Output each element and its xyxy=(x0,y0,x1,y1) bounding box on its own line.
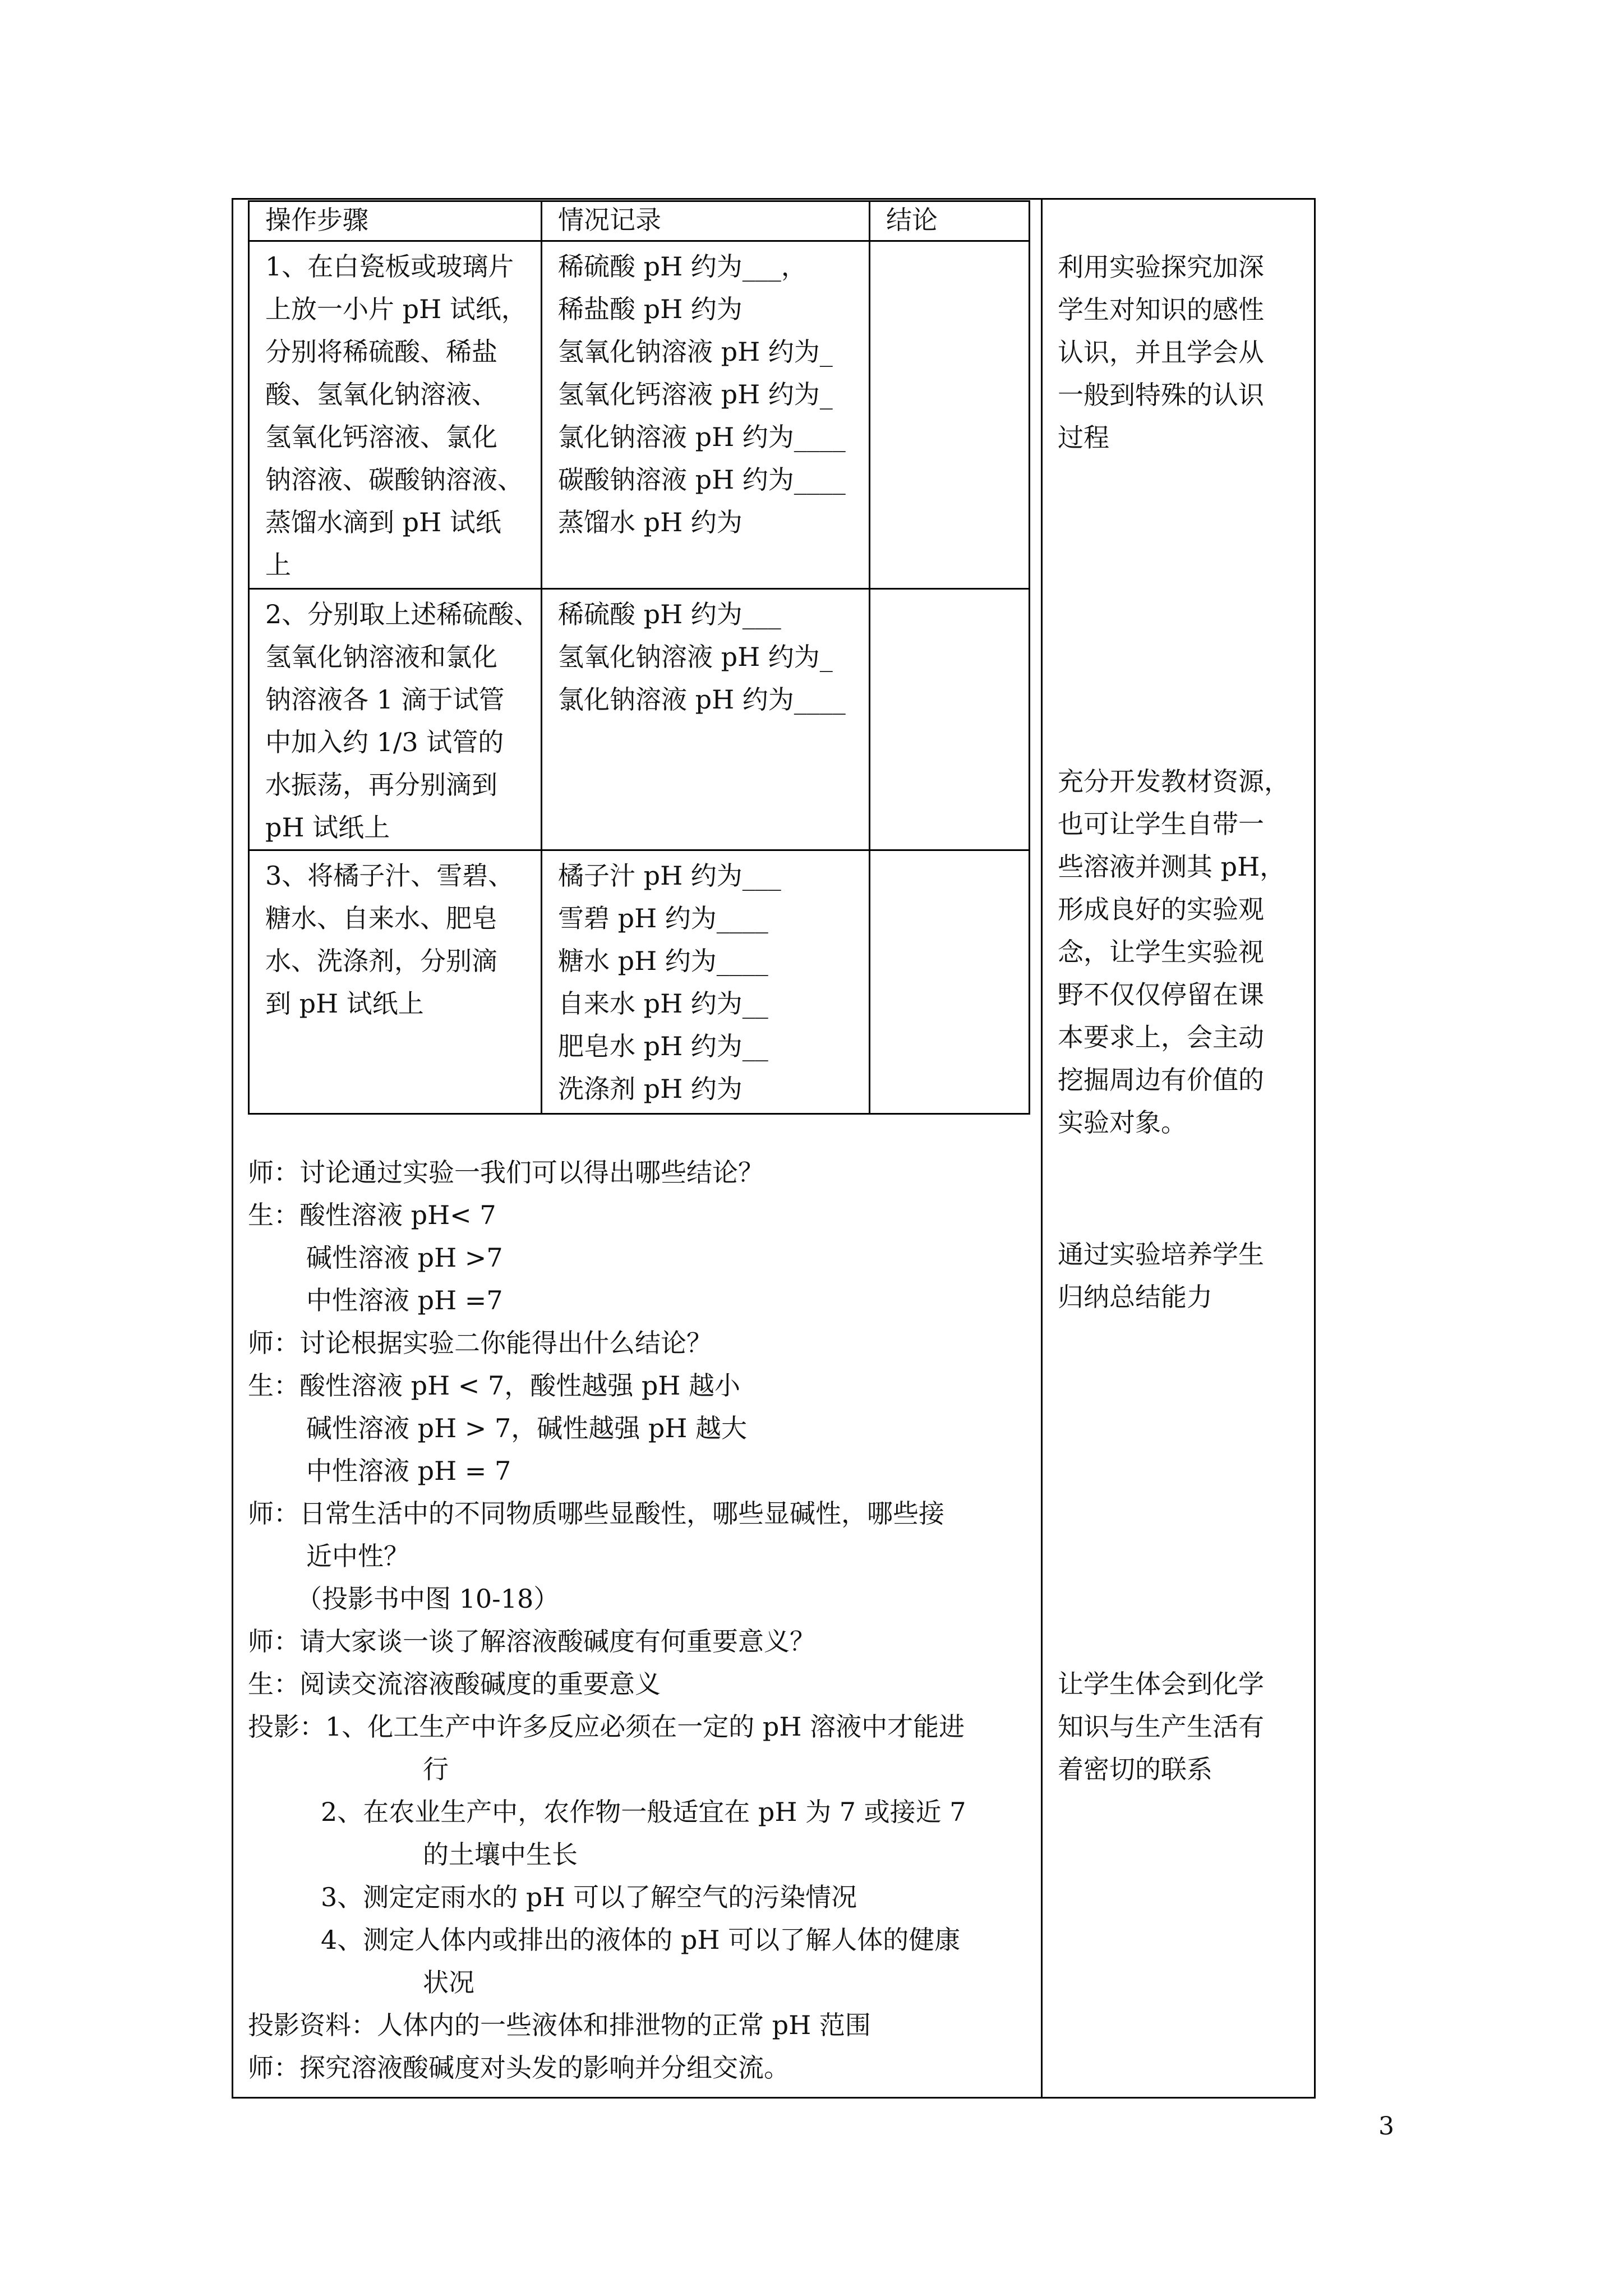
step-line: 3、将橘子汁、雪碧、 xyxy=(265,861,514,891)
record-line: 稀盐酸 pH 约为 xyxy=(558,294,743,324)
note-line: 一般到特殊的认识 xyxy=(1058,380,1264,410)
note-line: 野不仅仅停留在课 xyxy=(1058,979,1264,1010)
record-cell xyxy=(542,850,870,1114)
note-line: 学生对知识的感性 xyxy=(1058,295,1264,325)
header-steps: 操作步骤 xyxy=(249,201,542,241)
note-line: 念，让学生实验视 xyxy=(1058,937,1264,967)
note-line: 归纳总结能力 xyxy=(1058,1282,1212,1312)
step-line: pH 试纸上 xyxy=(265,812,390,843)
note-line: 挖掘周边有价值的 xyxy=(1058,1065,1264,1095)
dialogue-line: 碱性溶液 pH > 7，碱性越强 pH 越大 xyxy=(306,1413,748,1443)
dialogue-line: 师：讨论通过实验一我们可以得出哪些结论？ xyxy=(248,1157,764,1188)
dialogue-line: 师：讨论根据实验二你能得出什么结论？ xyxy=(248,1328,712,1358)
step-cell xyxy=(249,241,542,589)
record-line: 氯化钠溶液 pH 约为____ xyxy=(558,684,846,715)
step-line: 上放一小片 pH 试纸， xyxy=(265,294,527,324)
step-line: 到 pH 试纸上 xyxy=(265,988,424,1019)
note-line: 些溶液并测其 pH， xyxy=(1058,852,1286,882)
note-line: 实验对象。 xyxy=(1058,1107,1187,1138)
record-cell xyxy=(542,241,870,589)
note-line: 知识与生产生活有 xyxy=(1058,1711,1264,1742)
note-line: 形成良好的实验观 xyxy=(1058,894,1264,924)
step-line: 上 xyxy=(265,550,291,580)
step-line: 钠溶液各 1 滴于试管 xyxy=(265,684,505,715)
dialogue-line: 中性溶液 pH =7 xyxy=(306,1285,503,1315)
record-line: 肥皂水 pH 约为__ xyxy=(558,1031,768,1061)
dialogue-line: 近中性？ xyxy=(306,1541,409,1571)
dialogue-line: 投影资料：人体内的一些液体和排泄物的正常 pH 范围 xyxy=(248,2010,871,2040)
step-cell xyxy=(249,589,542,850)
record-line: 自来水 pH 约为__ xyxy=(558,988,768,1019)
step-line: 中加入约 1/3 试管的 xyxy=(265,727,504,757)
dialogue-line: 2、在农业生产中，农作物一般适宜在 pH 为 7 或接近 7 xyxy=(321,1797,966,1827)
record-line: 洗涤剂 pH 约为 xyxy=(558,1074,743,1104)
dialogue-line: 碱性溶液 pH >7 xyxy=(306,1243,503,1273)
dialogue-line: 状况 xyxy=(423,1967,474,1998)
dialogue-line: 生：酸性溶液 pH< 7 xyxy=(248,1200,496,1230)
header-record: 情况记录 xyxy=(542,201,870,241)
record-line: 氯化钠溶液 pH 约为____ xyxy=(558,422,846,452)
table-row xyxy=(249,589,1030,850)
dialogue-line: （投影书中图 10-18） xyxy=(296,1584,560,1614)
design-note xyxy=(1058,1233,1304,1318)
step-line: 氢氧化钠溶液和氯化 xyxy=(265,642,497,672)
note-line: 也可让学生自带一 xyxy=(1058,809,1264,839)
note-line: 认识，并且学会从 xyxy=(1058,337,1264,367)
design-note xyxy=(1058,760,1304,1144)
record-line: 碳酸钠溶液 pH 约为____ xyxy=(558,464,846,495)
experiment-table xyxy=(248,200,1030,1115)
conclusion-cell xyxy=(870,241,1030,589)
table-row xyxy=(249,241,1030,589)
record-cell xyxy=(542,589,870,850)
dialogue-line: 的土壤中生长 xyxy=(423,1839,578,1870)
page-number: 3 xyxy=(1378,2112,1394,2141)
step-line: 糖水、自来水、肥皂 xyxy=(265,903,497,933)
step-cell xyxy=(249,850,542,1114)
table-row xyxy=(249,850,1030,1114)
conclusion-cell xyxy=(870,589,1030,850)
table-header-row xyxy=(249,201,1030,241)
dialogue-line: 生：酸性溶液 pH < 7，酸性越强 pH 越小 xyxy=(248,1370,741,1401)
dialogue-line: 师：请大家谈一谈了解溶液酸碱度有何重要意义？ xyxy=(248,1626,815,1657)
note-line: 利用实验探究加深 xyxy=(1058,252,1264,282)
note-line: 充分开发教材资源， xyxy=(1058,766,1290,797)
record-line: 蒸馏水 pH 约为 xyxy=(558,507,743,537)
dialogue-line: 3、测定定雨水的 pH 可以了解空气的污染情况 xyxy=(321,1882,857,1912)
record-line: 雪碧 pH 约为____ xyxy=(558,903,768,933)
note-line: 过程 xyxy=(1058,422,1109,453)
dialogue-line: 生：阅读交流溶液酸碱度的重要意义 xyxy=(248,1669,661,1699)
dialogue-line: 师：日常生活中的不同物质哪些显酸性，哪些显碱性，哪些接 xyxy=(248,1498,944,1529)
step-line: 水、洗涤剂，分别滴 xyxy=(265,946,497,976)
conclusion-cell xyxy=(870,850,1030,1114)
step-line: 2、分别取上述稀硫酸、 xyxy=(265,599,540,629)
step-line: 水振荡，再分别滴到 xyxy=(265,770,497,800)
step-line: 1、在白瓷板或玻璃片 xyxy=(265,251,514,282)
dialogue-line: 4、测定人体内或排出的液体的 pH 可以了解人体的健康 xyxy=(321,1925,961,1955)
design-note xyxy=(1058,246,1304,459)
record-line: 氢氧化钙溶液 pH 约为_ xyxy=(558,379,833,409)
dialogue-line: 师：探究溶液酸碱度对头发的影响并分组交流。 xyxy=(248,2053,790,2083)
note-line: 让学生体会到化学 xyxy=(1058,1669,1264,1699)
dialogue-line: 中性溶液 pH = 7 xyxy=(306,1456,511,1486)
record-line: 橘子汁 pH 约为___ xyxy=(558,861,781,891)
record-line: 稀硫酸 pH 约为___ xyxy=(558,599,781,629)
step-line: 钠溶液、碳酸钠溶液、 xyxy=(265,464,523,495)
dialogue-line: 投影：1、化工生产中许多反应必须在一定的 pH 溶液中才能进 xyxy=(248,1711,965,1742)
record-line: 糖水 pH 约为____ xyxy=(558,946,768,976)
note-line: 本要求上，会主动 xyxy=(1058,1022,1264,1052)
step-line: 分别将稀硫酸、稀盐 xyxy=(265,337,497,367)
record-line: 稀硫酸 pH 约为___， xyxy=(558,251,807,282)
design-note xyxy=(1058,1663,1304,1791)
step-line: 氢氧化钙溶液、氯化 xyxy=(265,422,497,452)
header-conclusion: 结论 xyxy=(870,201,1030,241)
record-line: 氢氧化钠溶液 pH 约为_ xyxy=(558,642,833,672)
column-divider xyxy=(1041,198,1043,2099)
step-line: 酸、氢氧化钠溶液、 xyxy=(265,379,497,409)
step-line: 蒸馏水滴到 pH 试纸 xyxy=(265,507,501,537)
note-line: 着密切的联系 xyxy=(1058,1754,1212,1784)
record-line: 氢氧化钠溶液 pH 约为_ xyxy=(558,337,833,367)
dialogue-line: 行 xyxy=(423,1754,449,1784)
note-line: 通过实验培养学生 xyxy=(1058,1239,1264,1269)
